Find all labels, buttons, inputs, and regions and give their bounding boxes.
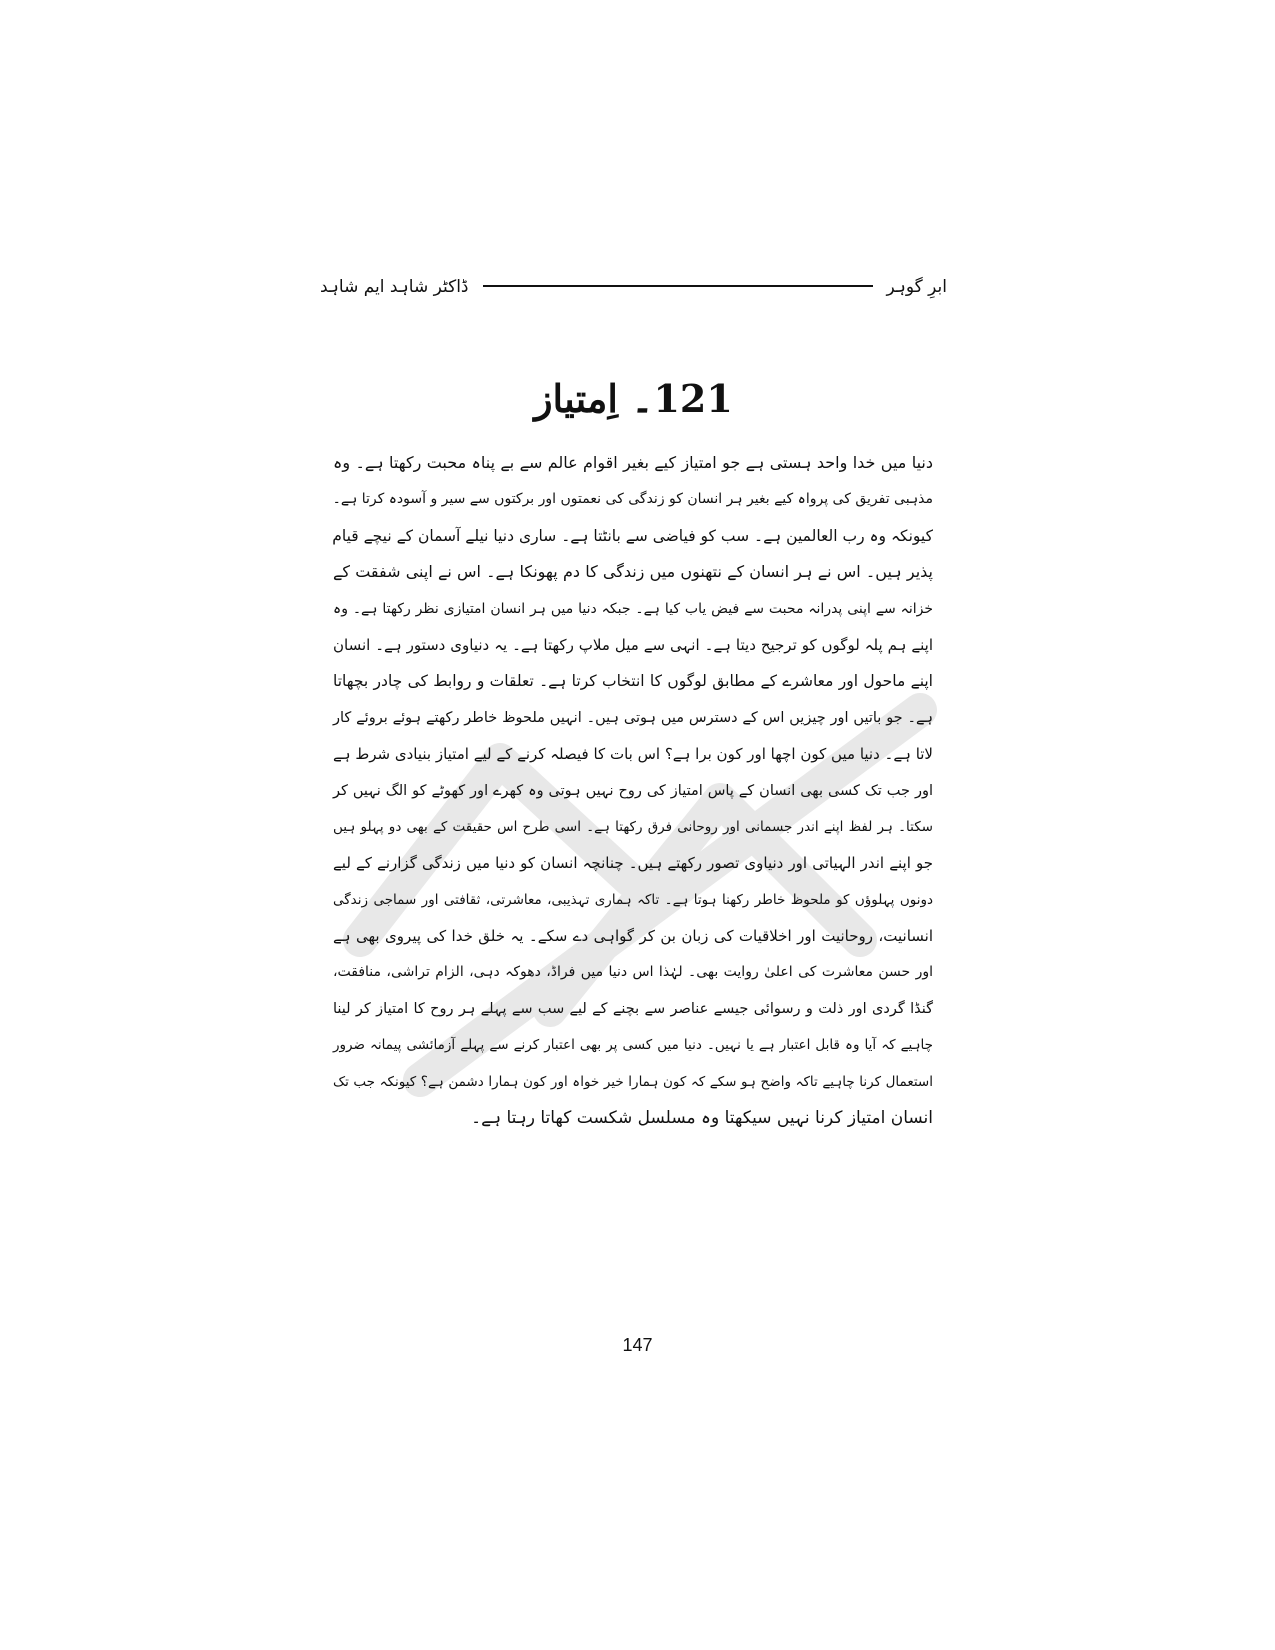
text-line: اپنے ماحول اور معاشرے کے مطابق لوگوں کا انتخاب کرتا ہے۔ تعلقات و روابط کی چادر بچھاتا bbox=[333, 672, 933, 691]
running-header bbox=[320, 266, 947, 306]
text-line: جو اپنے اندر الہیاتی اور دنیاوی تصور رکھتے ہیں۔ چنانچہ انسان کو دنیا میں زندگی گزارنے کے لیے bbox=[333, 854, 933, 873]
header-rule bbox=[483, 285, 873, 287]
page-number: 147 bbox=[622, 1335, 653, 1355]
text-line: دونوں پہلوؤں کو ملحوظ خاطر رکھنا ہوتا ہے۔ تاکہ ہماری تہذیبی، معاشرتی، ثقافتی اور سماجی زندگی bbox=[333, 891, 933, 908]
text-line: اپنے ہم پلہ لوگوں کو ترجیح دیتا ہے۔ انہی سے میل ملاپ رکھتا ہے۔ یہ دنیاوی دستور ہے۔ انسان bbox=[333, 635, 933, 654]
text-line: خزانہ سے اپنی پدرانہ محبت سے فیض یاب کیا ہے۔ جبکہ دنیا میں ہر انسان امتیازی نظر رکھتا ہے۔ وہ bbox=[333, 600, 933, 617]
text-line: اور حسن معاشرت کی اعلیٰ روایت بھی۔ لہٰذا اس دنیا میں فراڈ، دھوکہ دہی، الزام تراشی، منافقت، bbox=[333, 964, 933, 981]
text-line: استعمال کرنا چاہیے تاکہ واضح ہو سکے کہ کون ہمارا خیر خواہ اور کون ہمارا دشمن ہے؟ کیونکہ جب تک bbox=[333, 1073, 933, 1090]
text-line: چاہیے کہ آیا وہ قابل اعتبار ہے یا نہیں۔ دنیا میں کسی پر بھی اعتبار کرنے سے پہلے آزمائشی پیمانہ ضرور bbox=[333, 1037, 933, 1054]
text-line: انسانیت، روحانیت اور اخلاقیات کی زبان بن کر گواہی دے سکے۔ یہ خلق خدا کی پیروی بھی ہے bbox=[333, 927, 933, 946]
text-line: سکتا۔ ہر لفظ اپنے اندر جسمانی اور روحانی فرق رکھتا ہے۔ اسی طرح اس حقیقت کے بھی دو پہلو ہیں bbox=[333, 818, 933, 835]
text-line: مذہبی تفریق کی پرواہ کیے بغیر ہر انسان کو زندگی کی نعمتوں اور برکتوں سے سیر و آسودہ کرتا ہے۔ bbox=[332, 491, 933, 508]
text-line: اور جب تک کسی بھی انسان کے پاس امتیاز کی روح نہیں ہوتی وہ کھرے اور کھوٹے کو الگ نہیں کر bbox=[333, 782, 933, 799]
text-line: گنڈا گردی اور ذلت و رسوائی جیسے عناصر سے بچنے کے لیے سب سے پہلے ہر روح کا امتیاز کر لینا bbox=[333, 1000, 933, 1017]
text-line: انسان امتیاز کرنا نہیں سیکھتا وہ مسلسل شکست کھاتا رہتا ہے۔ bbox=[471, 1108, 933, 1129]
body-paragraph bbox=[333, 445, 933, 1136]
chapter-title: 121۔ اِمتیاز bbox=[534, 376, 733, 421]
text-line: ہے۔ جو باتیں اور چیزیں اس کے دسترس میں ہوتی ہیں۔ انہیں ملحوظ خاطر رکھتے ہوئے بروئے کار bbox=[333, 709, 933, 726]
text-line: کیونکہ وہ رب العالمین ہے۔ سب کو فیاضی سے بانٹتا ہے۔ ساری دنیا نیلے آسمان کے نیچے قیام bbox=[332, 526, 933, 545]
header-book-title: ابرِ گوہر bbox=[886, 276, 947, 297]
text-line: پذیر ہیں۔ اس نے ہر انسان کے نتھنوں میں زندگی کا دم پھونکا ہے۔ اس نے اپنی شفقت کے bbox=[333, 562, 933, 582]
header-author: ڈاکٹر شاہد ایم شاہد bbox=[320, 276, 469, 297]
text-line: دنیا میں خدا واحد ہستی ہے جو امتیاز کیے بغیر اقوام عالم سے بے پناہ محبت رکھتا ہے۔ وہ bbox=[333, 453, 933, 472]
text-line: لاتا ہے۔ دنیا میں کون اچھا اور کون برا ہے؟ اس بات کا فیصلہ کرنے کے لیے امتیاز بنیادی شرط ہے bbox=[333, 745, 933, 764]
